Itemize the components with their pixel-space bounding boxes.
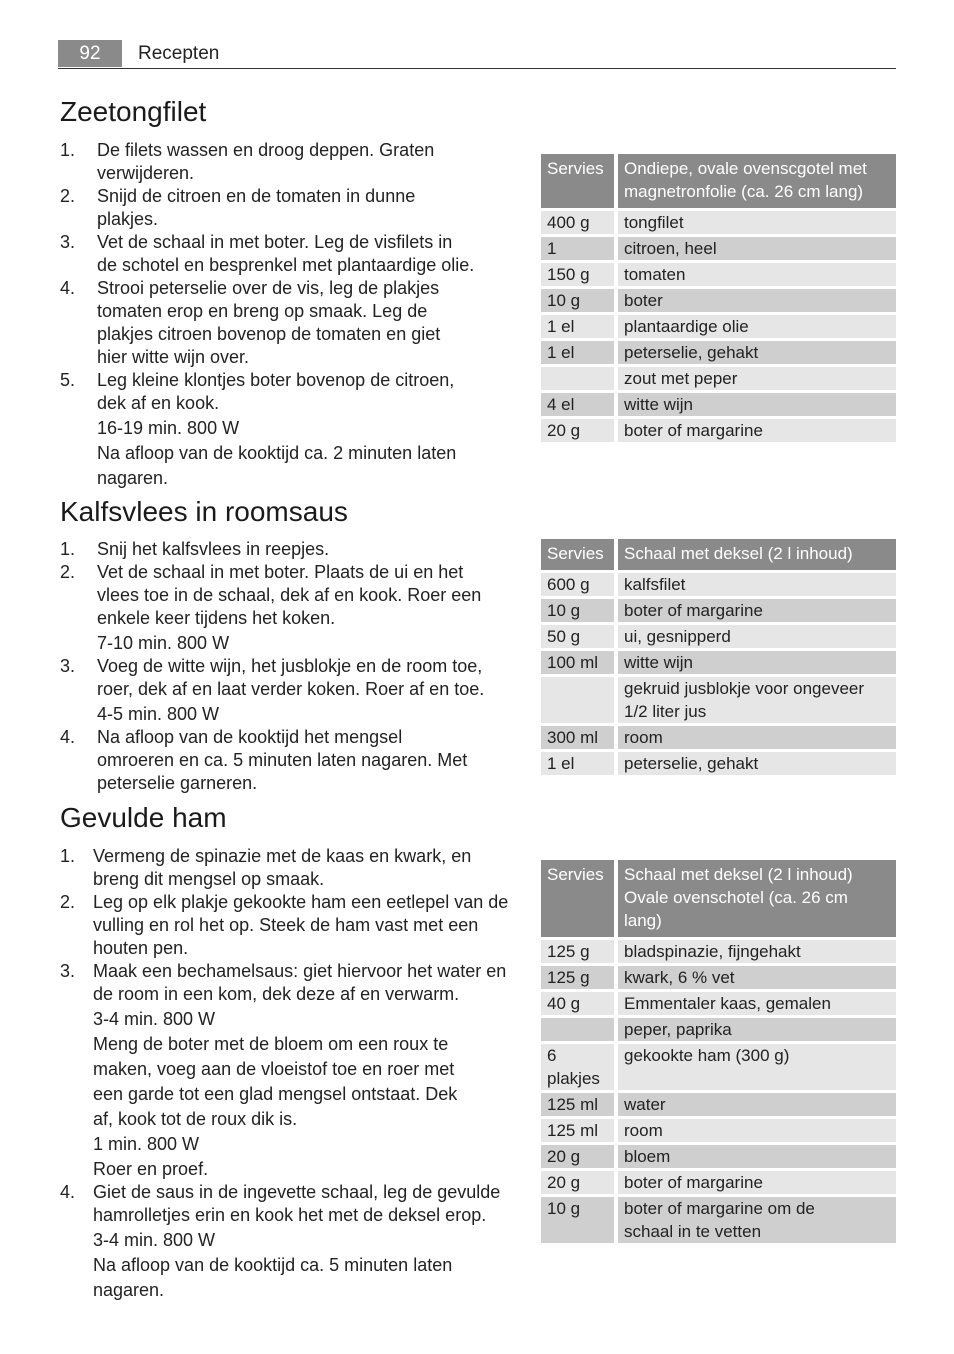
ingredient-line: peterselie, gehakt — [624, 343, 759, 362]
step-number: 3. — [60, 961, 76, 981]
step-note: 7-10 min. 800 W — [97, 633, 230, 653]
ingredient-name — [614, 752, 896, 775]
table-row — [541, 393, 896, 416]
header-dish — [614, 539, 896, 570]
ingredient-name — [614, 263, 896, 286]
header-dish-line: magnetronfolie (ca. 26 cm lang) — [624, 182, 864, 201]
ingredient-name — [614, 1171, 896, 1194]
table-row — [541, 289, 896, 312]
step-text: peterselie garneren. — [97, 773, 258, 793]
step-note: nagaren. — [97, 468, 169, 488]
step-number: 4. — [60, 1182, 76, 1202]
step-text: Snijd de citroen en de tomaten in dunne — [97, 186, 416, 206]
header-dish — [614, 154, 896, 208]
ingredient-name — [614, 726, 896, 749]
recipe-step — [60, 845, 525, 891]
ingredient-name — [614, 651, 896, 674]
table-header — [541, 860, 896, 937]
ingredient-line: water — [624, 1095, 666, 1114]
ingredient-line: bladspinazie, fijngehakt — [624, 942, 801, 961]
ingredient-line: gekookte ham (300 g) — [624, 1046, 790, 1065]
table-row — [541, 237, 896, 260]
ingredient-line: boter of margarine — [624, 601, 763, 620]
step-text: breng dit mengsel op smaak. — [93, 869, 325, 889]
step-number: 5. — [60, 370, 76, 390]
ingredients-table — [541, 536, 896, 778]
ingredient-name — [614, 1018, 896, 1041]
recipe-title: Zeetongfilet — [60, 96, 207, 127]
table-row — [541, 625, 896, 648]
table-row — [541, 1197, 896, 1243]
ingredient-name — [614, 367, 896, 390]
ingredient-name — [614, 1044, 896, 1090]
step-text: Vermeng de spinazie met de kaas en kwark, en — [93, 846, 472, 866]
ingredient-quantity: 6 plakjes — [541, 1044, 614, 1090]
table-row — [541, 1093, 896, 1116]
ingredient-line: witte wijn — [624, 395, 693, 414]
step-note: af, kook tot de roux dik is. — [93, 1109, 298, 1129]
step-note: 16-19 min. 800 W — [97, 418, 240, 438]
ingredients-table — [541, 151, 896, 445]
ingredient-line: boter of margarine om de — [624, 1199, 815, 1218]
step-number: 1. — [60, 846, 76, 866]
step-number: 1. — [60, 140, 76, 160]
table-row — [541, 419, 896, 442]
table-row — [541, 1171, 896, 1194]
ingredient-name — [614, 992, 896, 1015]
ingredient-name — [614, 940, 896, 963]
step-text: De filets wassen en droog deppen. Graten — [97, 140, 435, 160]
step-number: 2. — [60, 562, 76, 582]
table-row — [541, 651, 896, 674]
step-number: 4. — [60, 727, 76, 747]
header-dish-line: Ondiepe, ovale ovenscgotel met — [624, 159, 867, 178]
header-quantity: Servies — [541, 539, 614, 570]
ingredient-line: boter of margarine — [624, 421, 763, 440]
step-text: Snij het kalfsvlees in reepjes. — [97, 539, 330, 559]
ingredient-line: witte wijn — [624, 653, 693, 672]
ingredient-quantity: 40 g — [541, 992, 614, 1015]
ingredient-name — [614, 1197, 896, 1243]
ingredient-quantity: 400 g — [541, 211, 614, 234]
step-text: de room in een kom, dek deze af en verwarm. — [93, 984, 460, 1004]
step-note: maken, voeg aan de vloeistof toe en roer met — [93, 1059, 455, 1079]
step-text: Vet de schaal in met boter. Plaats de ui en het — [97, 562, 464, 582]
ingredient-quantity: 10 g — [541, 289, 614, 312]
step-number: 2. — [60, 186, 76, 206]
ingredient-line: citroen, heel — [624, 239, 717, 258]
recipe-step — [60, 185, 525, 231]
ingredient-name — [614, 1093, 896, 1116]
step-note: 3-4 min. 800 W — [93, 1230, 216, 1250]
ingredient-name — [614, 573, 896, 596]
step-text: Strooi peterselie over de vis, leg de plakjes — [97, 278, 440, 298]
ingredient-quantity: 125 ml — [541, 1093, 614, 1116]
ingredient-quantity — [541, 367, 614, 390]
table-row — [541, 263, 896, 286]
step-text: Leg kleine klontjes boter bovenop de citroen, — [97, 370, 455, 390]
recipe-steps — [60, 845, 525, 1302]
step-text: Leg op elk plakje gekookte ham een eetlepel van de — [93, 892, 509, 912]
table-header — [541, 154, 896, 208]
step-text: roer, dek af en laat verder koken. Roer af en toe. — [97, 679, 485, 699]
recipe-step — [60, 369, 525, 490]
table-row — [541, 1119, 896, 1142]
ingredient-name — [614, 1119, 896, 1142]
header-dish-line: Ovale ovenschotel (ca. 26 cm lang) — [624, 888, 848, 930]
header-dish-line: Schaal met deksel (2 l inhoud) — [624, 544, 853, 563]
ingredient-quantity: 10 g — [541, 599, 614, 622]
ingredient-line: room — [624, 1121, 663, 1140]
ingredient-name — [614, 599, 896, 622]
ingredient-quantity: 125 g — [541, 966, 614, 989]
ingredient-line: boter of margarine — [624, 1173, 763, 1192]
ingredient-line: 1/2 liter jus — [624, 702, 707, 721]
recipe-step — [60, 1181, 525, 1302]
step-text: Giet de saus in de ingevette schaal, leg de gevulde — [93, 1182, 501, 1202]
ingredient-line: tongfilet — [624, 213, 684, 232]
header-rule — [58, 68, 896, 69]
ingredient-quantity: 1 el — [541, 341, 614, 364]
step-text: tomaten erop en breng op smaak. Leg de — [97, 301, 428, 321]
step-note: Roer en proef. — [93, 1159, 209, 1179]
ingredient-quantity: 100 ml — [541, 651, 614, 674]
step-text: enkele keer tijdens het koken. — [97, 608, 336, 628]
ingredient-name — [614, 966, 896, 989]
ingredients-table — [541, 857, 896, 1246]
ingredient-quantity — [541, 677, 614, 723]
recipe-step — [60, 655, 525, 726]
header-dish — [614, 860, 896, 937]
table-row — [541, 966, 896, 989]
step-text: Maak een bechamelsaus: giet hiervoor het water en — [93, 961, 507, 981]
recipe-steps — [60, 139, 525, 490]
step-note: een garde tot een glad mengsel ontstaat. Dek — [93, 1084, 458, 1104]
ingredient-name — [614, 341, 896, 364]
ingredient-quantity: 20 g — [541, 419, 614, 442]
step-note: Na afloop van de kooktijd ca. 5 minuten laten — [93, 1255, 453, 1275]
ingredient-quantity: 50 g — [541, 625, 614, 648]
ingredient-line: schaal in te vetten — [624, 1222, 762, 1241]
ingredient-quantity: 20 g — [541, 1171, 614, 1194]
step-note: 4-5 min. 800 W — [97, 704, 220, 724]
ingredient-quantity: 125 g — [541, 940, 614, 963]
ingredient-quantity: 150 g — [541, 263, 614, 286]
table-row — [541, 599, 896, 622]
ingredient-quantity: 1 el — [541, 752, 614, 775]
ingredient-name — [614, 1145, 896, 1168]
table-row — [541, 940, 896, 963]
recipe-step — [60, 538, 525, 561]
ingredient-name — [614, 237, 896, 260]
ingredient-quantity — [541, 1018, 614, 1041]
ingredient-line: boter — [624, 291, 663, 310]
step-text: de schotel en besprenkel met plantaardige olie. — [97, 255, 475, 275]
table-row — [541, 992, 896, 1015]
recipe-title: Gevulde ham — [60, 802, 227, 833]
section-label: Recepten — [138, 43, 220, 64]
recipe-step — [60, 277, 525, 369]
step-number: 2. — [60, 892, 76, 912]
step-number: 1. — [60, 539, 76, 559]
ingredient-quantity: 10 g — [541, 1197, 614, 1243]
step-note: nagaren. — [93, 1280, 165, 1300]
table-row — [541, 726, 896, 749]
step-text: hier witte wijn over. — [97, 347, 250, 367]
step-text: verwijderen. — [97, 163, 195, 183]
ingredient-quantity: 300 ml — [541, 726, 614, 749]
step-text: Na afloop van de kooktijd het mengsel — [97, 727, 403, 747]
ingredient-name — [614, 677, 896, 723]
step-text: hamrolletjes erin en kook het met de deksel erop. — [93, 1205, 487, 1225]
ingredient-line: Emmentaler kaas, gemalen — [624, 994, 831, 1013]
table-row — [541, 367, 896, 390]
recipe-step — [60, 891, 525, 960]
header-quantity: Servies — [541, 860, 614, 937]
ingredient-line: bloem — [624, 1147, 671, 1166]
ingredient-line: room — [624, 728, 663, 747]
ingredient-line: zout met peper — [624, 369, 738, 388]
ingredient-line: tomaten — [624, 265, 686, 284]
recipe-step — [60, 231, 525, 277]
ingredient-quantity: 1 el — [541, 315, 614, 338]
ingredient-line: plantaardige olie — [624, 317, 749, 336]
recipe-steps — [60, 538, 525, 795]
table-row — [541, 1044, 896, 1090]
recipe-title: Kalfsvlees in roomsaus — [60, 496, 348, 527]
ingredient-quantity: 600 g — [541, 573, 614, 596]
step-note: Meng de boter met de bloem om een roux te — [93, 1034, 449, 1054]
ingredient-line: peper, paprika — [624, 1020, 732, 1039]
ingredient-line: peterselie, gehakt — [624, 754, 759, 773]
ingredient-line: gekruid jusblokje voor ongeveer — [624, 679, 865, 698]
ingredient-quantity: 1 — [541, 237, 614, 260]
step-note: Na afloop van de kooktijd ca. 2 minuten laten — [97, 443, 457, 463]
step-number: 3. — [60, 232, 76, 252]
recipe-step — [60, 561, 525, 655]
header-quantity: Servies — [541, 154, 614, 208]
recipe-step — [60, 960, 525, 1181]
table-row — [541, 752, 896, 775]
table-row — [541, 573, 896, 596]
table-row — [541, 341, 896, 364]
ingredient-line: kalfsfilet — [624, 575, 686, 594]
step-number: 3. — [60, 656, 76, 676]
ingredient-line: ui, gesnipperd — [624, 627, 731, 646]
table-row — [541, 211, 896, 234]
step-text: plakjes citroen bovenop de tomaten en giet — [97, 324, 441, 344]
header-dish-line: Schaal met deksel (2 l inhoud) — [624, 865, 853, 884]
step-note: 3-4 min. 800 W — [93, 1009, 216, 1029]
ingredient-name — [614, 315, 896, 338]
step-text: Voeg de witte wijn, het jusblokje en de room toe, — [97, 656, 483, 676]
ingredient-name — [614, 289, 896, 312]
recipe-step — [60, 139, 525, 185]
page-number: 92 — [58, 40, 122, 67]
table-row — [541, 1145, 896, 1168]
table-row — [541, 315, 896, 338]
ingredient-name — [614, 419, 896, 442]
step-text: omroeren en ca. 5 minuten laten nagaren. Met — [97, 750, 468, 770]
table-row — [541, 677, 896, 723]
step-text: vulling en rol het op. Steek de ham vast met een — [93, 915, 479, 935]
step-text: dek af en kook. — [97, 393, 220, 413]
ingredient-name — [614, 393, 896, 416]
table-row — [541, 1018, 896, 1041]
recipe-step — [60, 726, 525, 795]
step-text: Vet de schaal in met boter. Leg de visfilets in — [97, 232, 453, 252]
ingredient-quantity: 20 g — [541, 1145, 614, 1168]
ingredient-name — [614, 625, 896, 648]
step-text: plakjes. — [97, 209, 159, 229]
ingredient-name — [614, 211, 896, 234]
table-header — [541, 539, 896, 570]
step-number: 4. — [60, 278, 76, 298]
step-text: vlees toe in de schaal, dek af en kook. Roer een — [97, 585, 482, 605]
ingredient-quantity: 4 el — [541, 393, 614, 416]
ingredient-quantity: 125 ml — [541, 1119, 614, 1142]
ingredient-line: kwark, 6 % vet — [624, 968, 735, 987]
step-note: 1 min. 800 W — [93, 1134, 200, 1154]
step-text: houten pen. — [93, 938, 189, 958]
